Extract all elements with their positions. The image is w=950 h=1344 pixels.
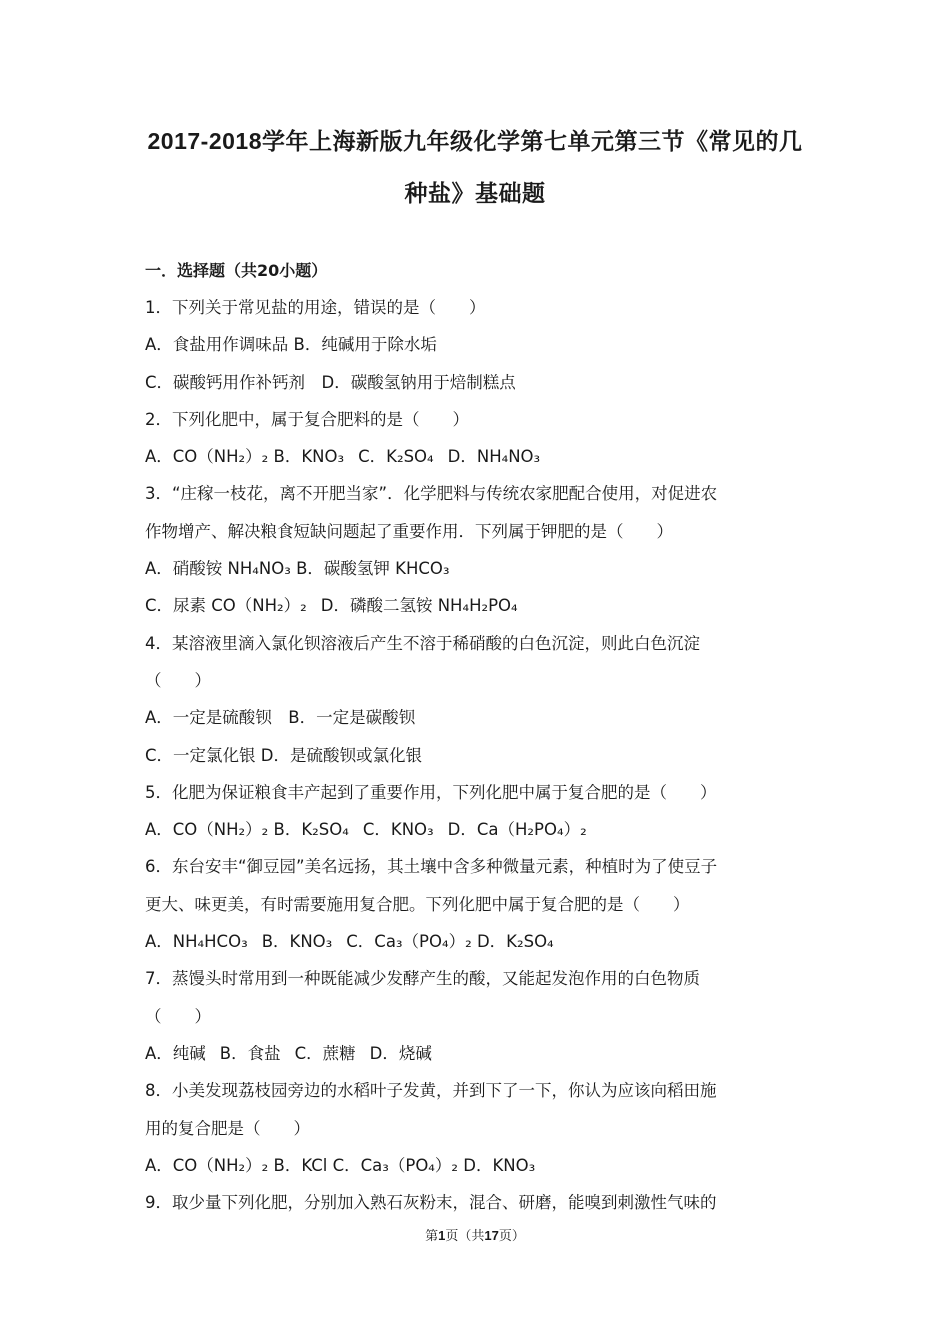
text-segment: B．KNO₃ (261, 932, 333, 952)
text-line (145, 779, 810, 816)
text-segment: D．烧碱 (369, 1043, 432, 1063)
text-segment: 3．“庄稼一枝花，离不开肥当家”．化学肥料与传统农家肥配合使用，对促进农 (145, 484, 718, 504)
text-segment: C．碳酸钙用作补钙剂 D．碳酸氢钠用于焙制糕点 (145, 372, 516, 392)
text-line (145, 294, 810, 331)
text-segment: C．K₂SO₄ (358, 447, 434, 467)
footer-total-pages: 17 (484, 1228, 499, 1243)
text-line (145, 1077, 810, 1114)
text-line (145, 1003, 810, 1040)
text-line (145, 1040, 810, 1077)
text-segment: A．CO（NH₂）₂ B．KCl C．Ca₃（PO₄）₂ D．KNO₃ (145, 1155, 536, 1175)
text-segment: C．Ca₃（PO₄）₂ D．K₂SO₄ (346, 932, 554, 952)
text-segment: 7．蒸馒头时常用到一种既能减少发酵产生的酸，又能起发泡作用的白色物质 (145, 969, 700, 989)
text-line (145, 630, 810, 667)
text-segment: A．CO（NH₂）₂ B．KNO₃ (145, 447, 345, 467)
text-segment: D．NH₄NO₃ (447, 447, 541, 467)
text-line (145, 1115, 810, 1152)
text-segment: B．食盐 (219, 1043, 281, 1063)
text-segment: 作物增产、解决粮食短缺问题起了重要作用．下列属于钾肥的是（ ） (145, 521, 673, 541)
section-heading: 一．选择题（共20小题） (145, 261, 328, 280)
question-list (145, 294, 810, 1226)
text-segment: A．纯碱 (145, 1043, 206, 1063)
text-segment: C．蔗糖 (294, 1043, 356, 1063)
text-segment: 6．东台安丰“御豆园”美名远扬，其土壤中含多种微量元素，种植时为了使豆子 (145, 857, 718, 877)
text-line (145, 480, 810, 517)
text-line (145, 965, 810, 1002)
text-line (145, 928, 810, 965)
text-line (145, 891, 810, 928)
text-line (145, 853, 810, 890)
text-segment: D．Ca（H₂PO₄）₂ (447, 820, 587, 840)
text-segment: A．硝酸铵 NH₄NO₃ B．碳酸氢钾 KHCO₃ (145, 559, 450, 579)
text-line (145, 592, 810, 629)
text-line (145, 331, 810, 368)
text-segment: 1．下列关于常见盐的用途，错误的是（ ） (145, 298, 486, 317)
title-line-2: 种盐》基础题 (404, 180, 546, 206)
text-segment: 2．下列化肥中，属于复合肥料的是（ ） (145, 409, 469, 429)
footer-page-number: 1 (438, 1228, 446, 1243)
footer-suffix: 页） (498, 1229, 525, 1244)
text-segment: （ ） (145, 670, 211, 690)
text-line (145, 406, 810, 443)
text-line (145, 518, 810, 555)
page-footer (0, 1227, 950, 1246)
text-line (145, 443, 810, 480)
text-line (145, 742, 810, 779)
text-segment: 用的复合肥是（ ） (145, 1118, 310, 1138)
text-segment: C．一定氯化银 D．是硫酸钡或氯化银 (145, 745, 422, 765)
text-segment: D．磷酸二氢铵 NH₄H₂PO₄ (320, 596, 518, 616)
footer-prefix: 第 (425, 1229, 439, 1244)
text-segment: A．CO（NH₂）₂ B．K₂SO₄ (145, 820, 349, 840)
title-line-1: 2017-2018学年上海新版九年级化学第七单元第三节《常见的几 (147, 128, 803, 154)
text-line (145, 1189, 810, 1226)
document-title (130, 118, 820, 216)
text-segment: 9．取少量下列化肥，分别加入熟石灰粉末，混合、研磨，能嗅到刺激性气味的 (145, 1193, 717, 1213)
text-line (145, 816, 810, 853)
text-line (145, 369, 810, 406)
text-segment: C．尿素 CO（NH₂）₂ (145, 596, 307, 616)
text-line (145, 1152, 810, 1189)
text-line (145, 704, 810, 741)
footer-middle: 页（共 (445, 1229, 485, 1244)
text-segment: A．NH₄HCO₃ (145, 932, 248, 952)
text-segment: C．KNO₃ (362, 820, 434, 840)
text-line (145, 667, 810, 704)
text-segment: A．食盐用作调味品 B．纯碱用于除水垢 (145, 335, 437, 355)
text-line (145, 555, 810, 592)
text-segment: A．一定是硫酸钡 B．一定是碳酸钡 (145, 708, 416, 728)
text-segment: 4．某溶液里滴入氯化钡溶液后产生不溶于稀硝酸的白色沉淀，则此白色沉淀 (145, 633, 700, 653)
text-segment: （ ） (145, 1006, 211, 1026)
text-segment: 5．化肥为保证粮食丰产起到了重要作用，下列化肥中属于复合肥的是（ ） (145, 782, 717, 802)
text-segment: 8．小美发现荔枝园旁边的水稻叶子发黄，并到下了一下，你认为应该向稻田施 (145, 1081, 717, 1101)
text-segment: 更大、味更美，有时需要施用复合肥。下列化肥中属于复合肥的是（ ） (145, 894, 690, 914)
